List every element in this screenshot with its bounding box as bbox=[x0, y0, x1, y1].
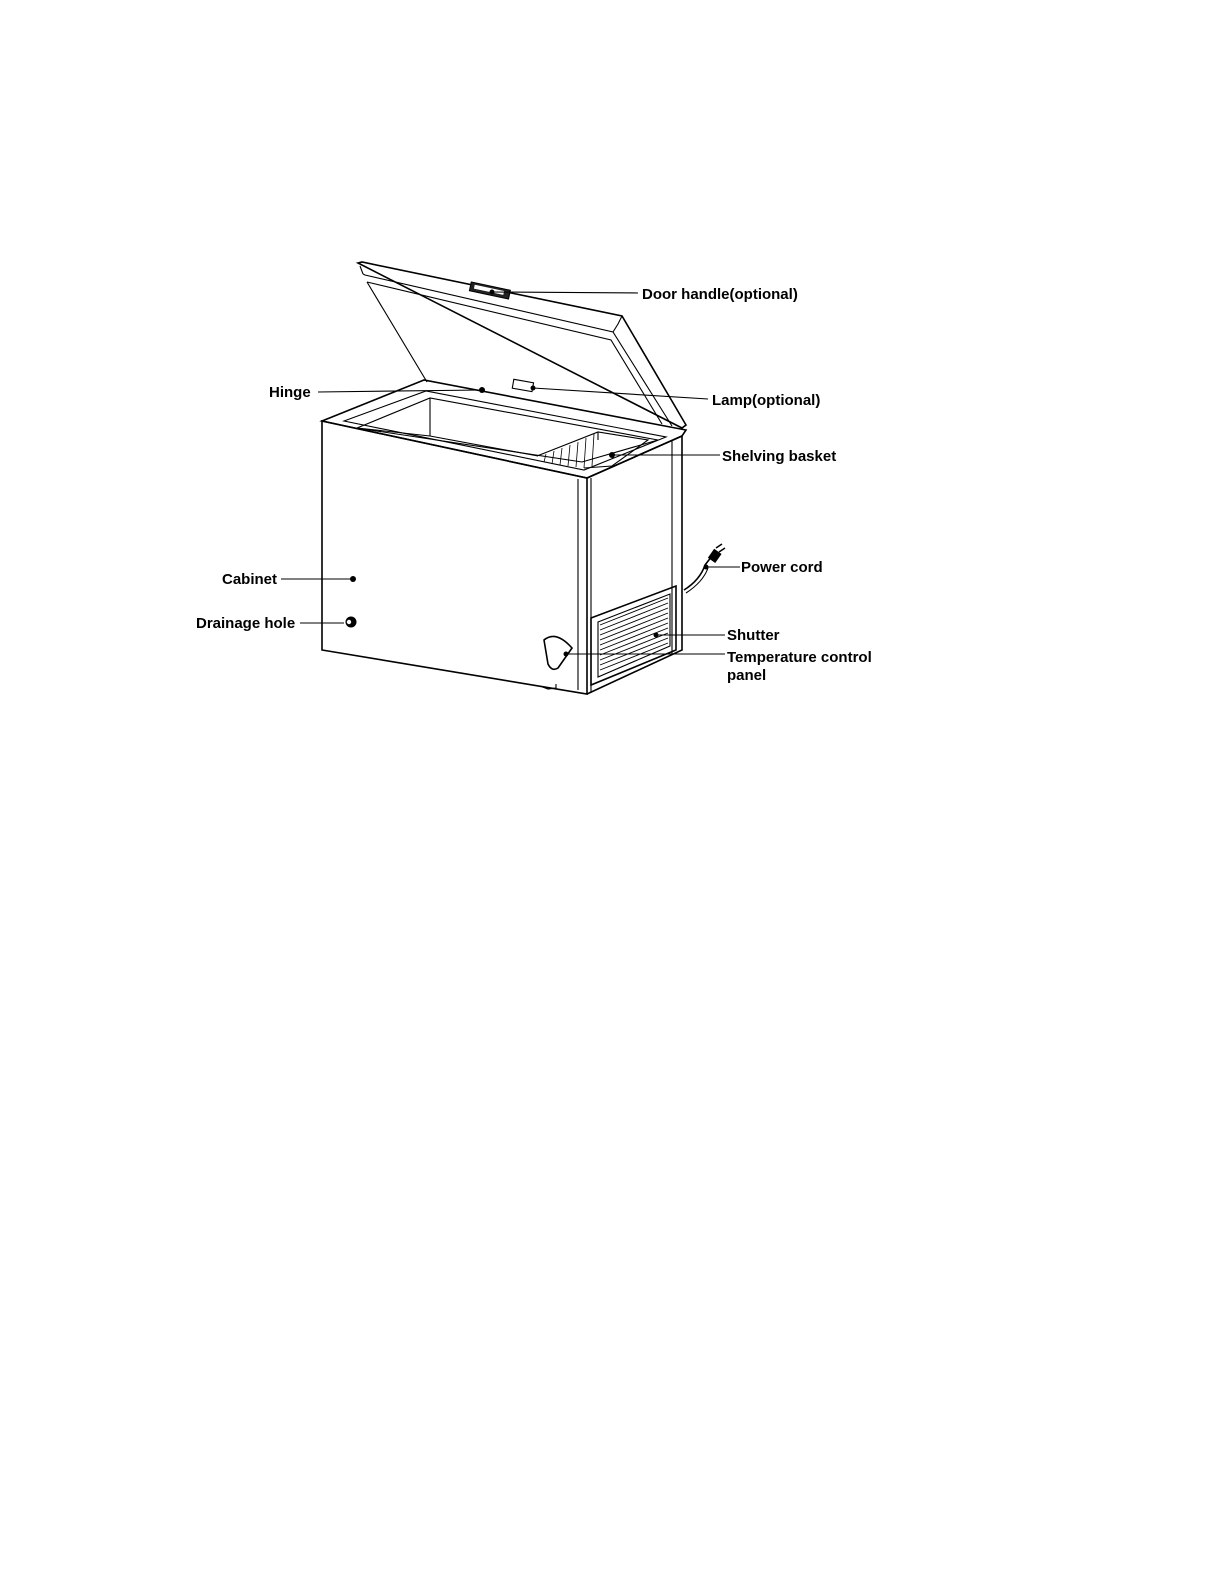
drainage-hole bbox=[346, 617, 357, 628]
leader-lines bbox=[281, 290, 740, 657]
cabinet-body bbox=[322, 421, 682, 694]
drainage-hole-label: Drainage hole bbox=[196, 615, 296, 632]
power-cord-label: Power cord bbox=[741, 559, 823, 576]
shelving-basket bbox=[537, 432, 648, 468]
temperature-control-label-line2: panel bbox=[727, 667, 767, 684]
door-handle-label: Door handle(optional) bbox=[642, 286, 798, 303]
lamp bbox=[512, 379, 533, 391]
freezer-lid bbox=[358, 262, 686, 428]
shutter-label: Shutter bbox=[727, 627, 780, 644]
cabinet-label: Cabinet bbox=[222, 571, 278, 588]
shelving-basket-label: Shelving basket bbox=[722, 448, 837, 465]
hinge-label: Hinge bbox=[269, 384, 311, 401]
temperature-control-label-line1: Temperature control bbox=[727, 649, 872, 666]
lamp-label: Lamp(optional) bbox=[712, 392, 821, 409]
chest-freezer-diagram bbox=[0, 0, 1225, 760]
door-handle bbox=[469, 282, 510, 299]
